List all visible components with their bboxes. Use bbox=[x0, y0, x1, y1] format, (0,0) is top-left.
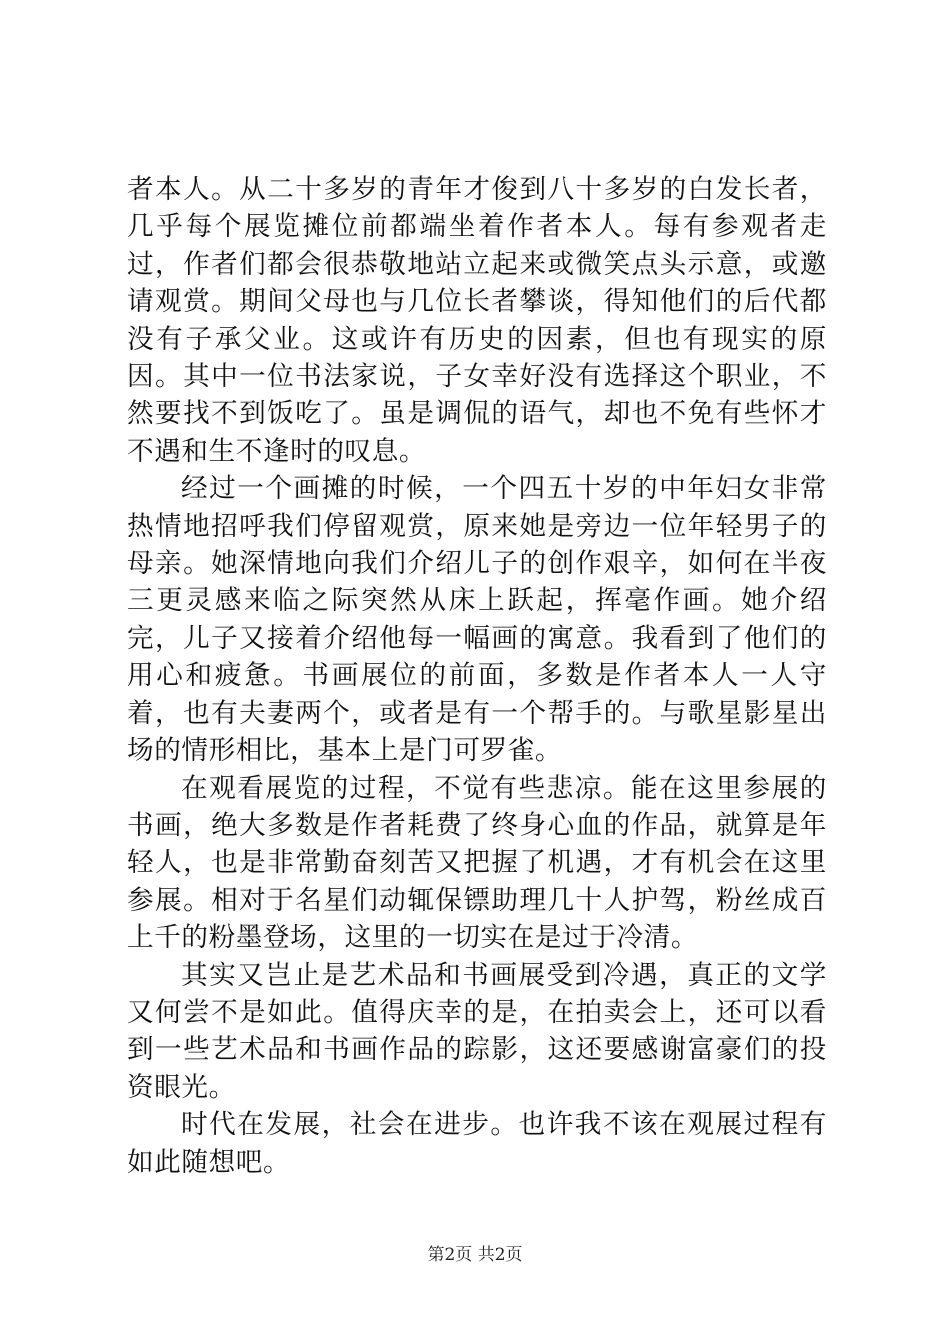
paragraph: 在观看展览的过程，不觉有些悲凉。能在这里参展的书画，绝大多数是作者耗费了终身心血的作品，就算是年轻人，也是非常勤奋刻苦又把握了机遇，才有机会在这里参展。相对于名星们动辄保镖助理几十人护驾，粉丝成百上千的粉墨登场，这里的一切实在是过于冷清。 bbox=[127, 772, 827, 954]
document-body bbox=[127, 171, 827, 1181]
paragraph: 其实又岂止是艺术品和书画展受到冷遇，真正的文学又何尝不是如此。值得庆幸的是，在拍卖会上，还可以看到一些艺术品和书画作品的踪影，这还要感谢富豪们的投资眼光。 bbox=[127, 959, 827, 1103]
paragraph: 者本人。从二十多岁的青年才俊到八十多岁的白发长者，几乎每个展览摊位前都端坐着作者本人。每有参观者走过，作者们都会很恭敬地站立起来或微笑点头示意，或邀请观赏。期间父母也与几位长者攀谈，得知他们的后代都没有子承父业。这或许有历史的因素，但也有现实的原因。其中一位书法家说，子女幸好没有选择这个职业，不然要找不到饭吃了。虽是调侃的语气，却也不免有些怀才不遇和生不逢时的叹息。 bbox=[127, 174, 827, 467]
paragraph: 时代在发展，社会在进步。也许我不该在观展过程有如此随想吧。 bbox=[127, 1109, 827, 1178]
page-number-footer: 第2页 共2页 bbox=[427, 1245, 523, 1265]
paragraph: 经过一个画摊的时候，一个四五十岁的中年妇女非常热情地招呼我们停留观赏，原来她是旁边一位年轻男子的母亲。她深情地向我们介绍儿子的创作艰辛，如何在半夜三更灵感来临之际突然从床上跃起，挥毫作画。她介绍完，儿子又接着介绍他每一幅画的寓意。我看到了他们的用心和疲惫。书画展位的前面，多数是作者本人一人守着，也有夫妻两个，或者是有一个帮手的。与歌星影星出场的情形相比，基本上是门可罗雀。 bbox=[127, 473, 827, 767]
